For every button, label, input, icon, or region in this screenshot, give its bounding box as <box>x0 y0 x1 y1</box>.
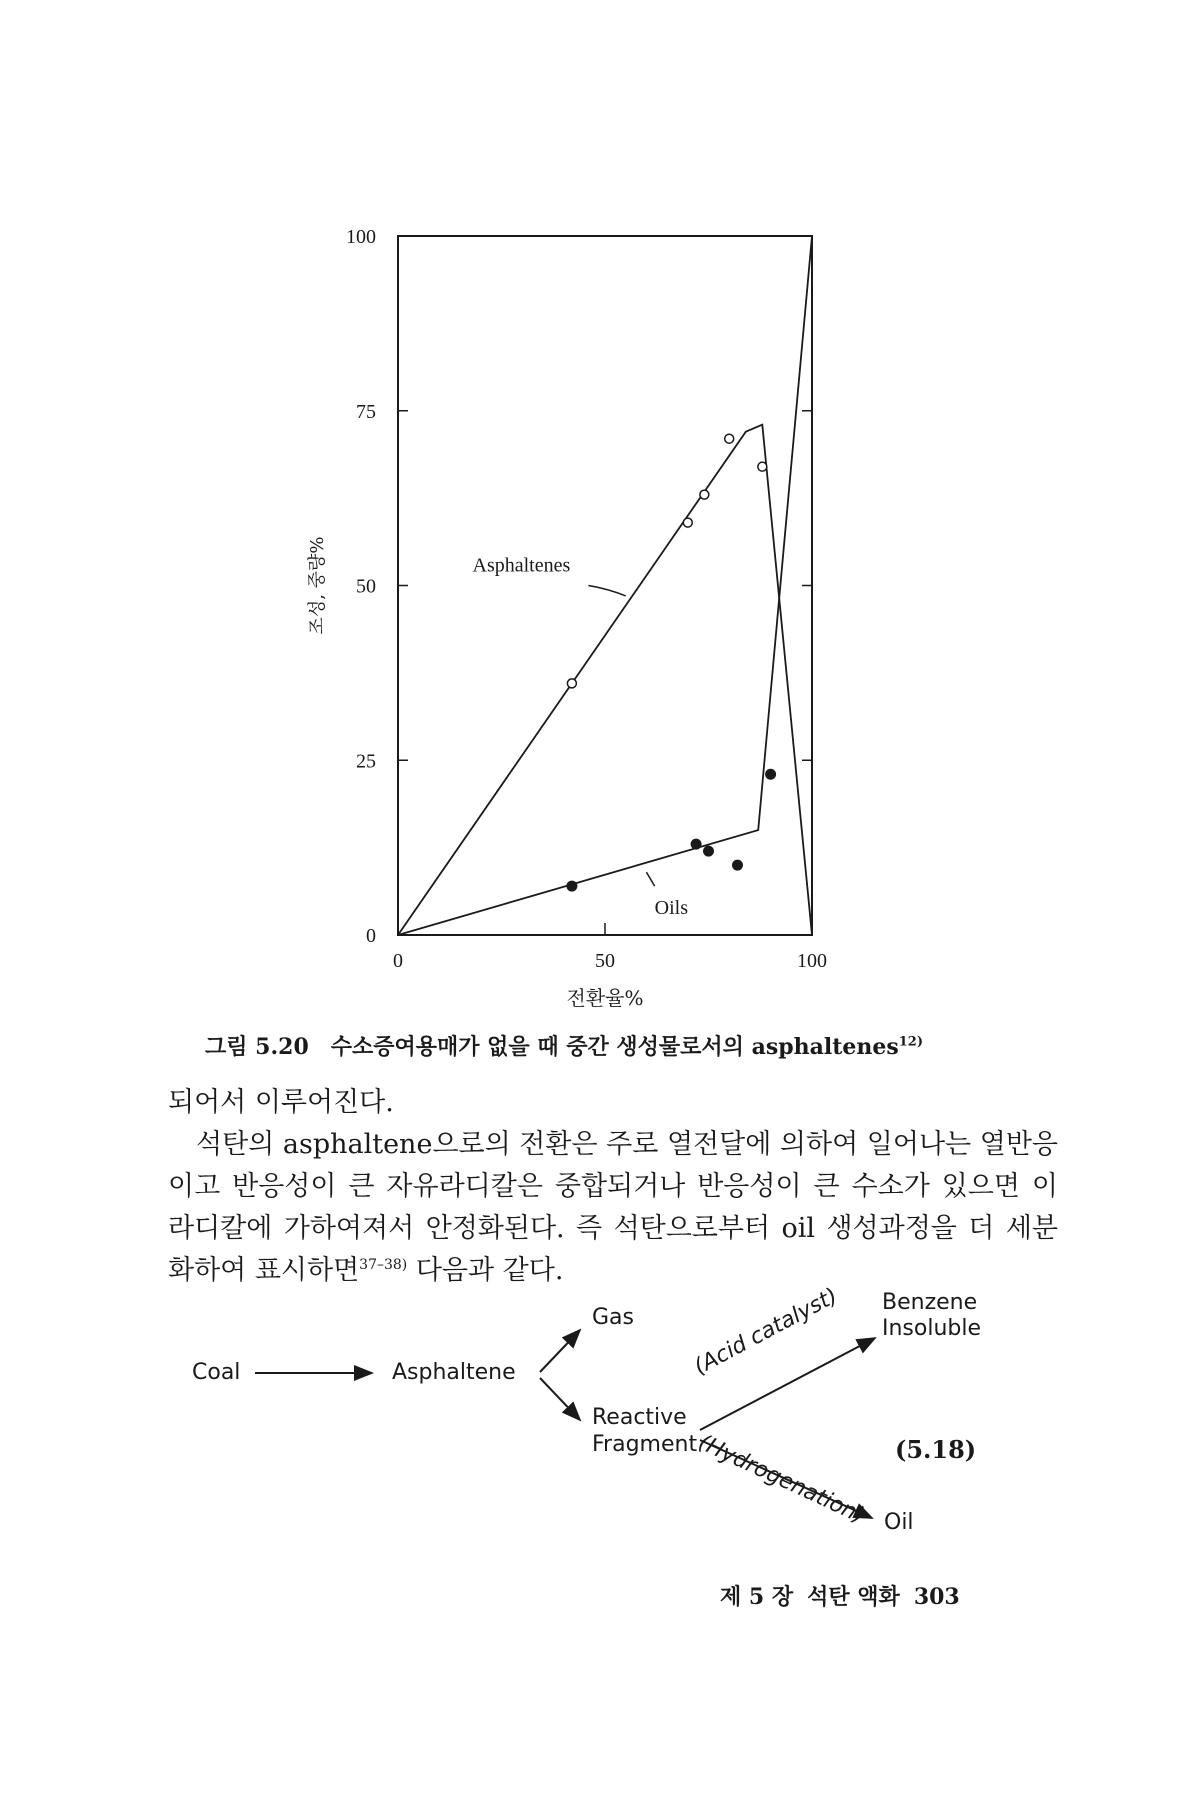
figure-caption <box>205 1030 923 1061</box>
plot-border <box>398 236 812 935</box>
data-point-oils <box>703 846 714 857</box>
scheme-acid-catalyst: (Acid catalyst) <box>690 1283 842 1380</box>
data-point-asphaltenes <box>758 462 767 471</box>
chapter-label: 제 5 장 <box>720 1584 794 1610</box>
series-label-oils: Oils <box>654 897 689 920</box>
series-line-asphaltenes <box>398 425 812 935</box>
chart-labels <box>307 226 827 1010</box>
x-tick-label: 100 <box>797 950 827 972</box>
scheme-benzene: Benzene <box>882 1290 978 1315</box>
scheme-asphaltene: Asphaltene <box>392 1360 516 1385</box>
scheme-reactive: Reactive <box>592 1405 687 1430</box>
y-tick-label: 100 <box>346 226 376 248</box>
y-tick-label: 25 <box>356 750 376 773</box>
scheme-insoluble: Insoluble <box>882 1316 982 1341</box>
paragraph-main-text: 석탄의 asphaltene으로의 전환은 주로 열전달에 의하여 일어나는 열반응이고 반응성이 큰 자유라디칼은 중합되거나 반응성이 큰 수소가 있으면 이 라디칼에 가하여져서 안정화된다. 즉 석탄으로부터 oil 생성과정을 더 세분화하여 표시하면 <box>168 1129 1058 1286</box>
leader-asphaltenes <box>588 586 625 596</box>
series-points <box>566 434 776 891</box>
data-point-asphaltenes <box>567 679 576 688</box>
scheme-gas: Gas <box>592 1305 634 1330</box>
y-axis-label: 조성, 중량% <box>307 536 328 635</box>
data-point-asphaltenes <box>725 434 734 443</box>
series-label-asphaltenes: Asphaltenes <box>472 554 571 577</box>
leader-oils <box>646 872 654 886</box>
body-text <box>168 1082 1058 1292</box>
data-point-oils <box>691 839 702 850</box>
y-tick-label: 50 <box>356 575 376 598</box>
y-tick-label: 0 <box>366 925 376 947</box>
arrow-to-reactive-fragment <box>540 1378 580 1420</box>
scheme-hydrogenation: (Hydrogenation) <box>694 1430 869 1529</box>
axis-ticks <box>398 411 812 935</box>
scheme-oil: Oil <box>884 1510 914 1535</box>
data-point-oils <box>566 881 577 892</box>
data-point-oils <box>732 860 743 871</box>
figure-number: 그림 5.20 <box>205 1034 309 1060</box>
plot-frame <box>398 236 812 935</box>
paragraph-main <box>168 1124 1058 1292</box>
paragraph-ref: 37–38) <box>359 1257 408 1273</box>
arrow-to-gas <box>540 1330 580 1372</box>
equation-number: (5.18) <box>895 1435 977 1464</box>
scheme-fragment: Fragment <box>592 1432 698 1457</box>
page-footer <box>720 1580 974 1611</box>
y-tick-label: 75 <box>356 400 376 423</box>
caption-text: 수소증여용매가 없을 때 중간 생성물로서의 asphaltenes <box>330 1034 899 1060</box>
series-lines <box>398 236 812 935</box>
x-tick-label: 0 <box>393 950 403 972</box>
data-point-asphaltenes <box>700 490 709 499</box>
x-axis-label: 전환율% <box>566 986 644 1010</box>
data-point-oils <box>765 769 776 780</box>
data-point-asphaltenes <box>683 518 692 527</box>
page-number: 303 <box>913 1584 960 1610</box>
paragraph-main-end: 다음과 같다. <box>407 1255 564 1286</box>
series-line-oils <box>398 236 812 935</box>
reaction-scheme <box>0 1283 1200 1550</box>
x-tick-label: 50 <box>595 950 615 972</box>
chapter-title: 석탄 액화 <box>807 1584 900 1610</box>
caption-ref: 12) <box>898 1034 924 1050</box>
scheme-coal: Coal <box>192 1360 241 1385</box>
paragraph-continuation: 되어서 이루어진다. <box>168 1087 394 1118</box>
